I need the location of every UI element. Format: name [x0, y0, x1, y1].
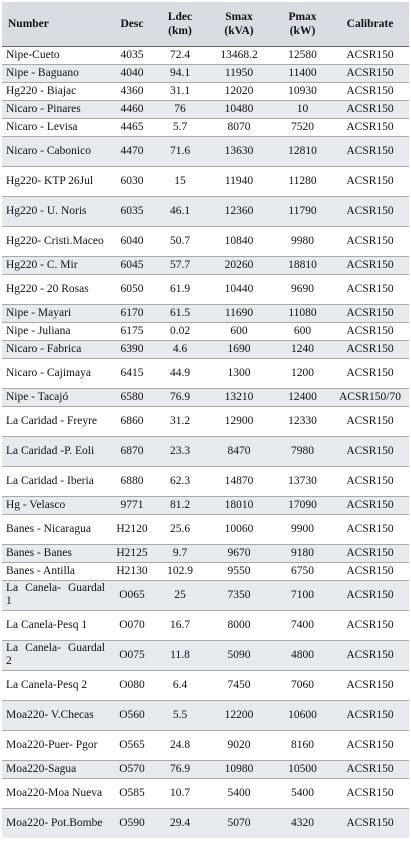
cell-calibrate: ACSR150 [331, 136, 409, 166]
cell-pmax: 11400 [274, 64, 331, 82]
cell-number: Nicaro - Cajimaya [2, 358, 108, 388]
cell-calibrate: ACSR150 [331, 100, 409, 118]
cell-number: Nipe - Mayari [2, 304, 108, 322]
cell-ldec: 72.4 [156, 46, 204, 64]
cell-smax: 7350 [204, 580, 274, 610]
cell-calibrate: ACSR150 [331, 580, 409, 610]
cell-smax: 9020 [204, 730, 274, 760]
header-smax-text: Smax (kVA) [224, 10, 254, 37]
cell-pmax: 17090 [274, 496, 331, 514]
cell-smax: 20260 [204, 256, 274, 274]
header-pmax [274, 2, 331, 46]
cell-smax: 1690 [204, 340, 274, 358]
table-row [2, 778, 409, 808]
table-row [2, 808, 409, 838]
cell-ldec: 25 [156, 580, 204, 610]
cell-calibrate: ACSR150 [331, 64, 409, 82]
table-row [2, 670, 409, 700]
table-row [2, 196, 409, 226]
cell-ldec: 46.1 [156, 196, 204, 226]
cell-desc: 6415 [108, 358, 156, 388]
cell-number: Moa220- Pot.Bombe [2, 808, 108, 838]
cell-smax: 10060 [204, 514, 274, 544]
cell-ldec: 44.9 [156, 358, 204, 388]
cell-pmax: 12330 [274, 406, 331, 436]
cell-smax: 14870 [204, 466, 274, 496]
cell-desc: 6870 [108, 436, 156, 466]
cell-pmax: 7520 [274, 118, 331, 136]
cell-number: Hg220 - Biajac [2, 82, 108, 100]
cell-number: Banes - Antilla [2, 562, 108, 580]
cell-ldec: 57.7 [156, 256, 204, 274]
cell-desc: H2130 [108, 562, 156, 580]
cell-ldec: 5.7 [156, 118, 204, 136]
table-row [2, 700, 409, 730]
table-row [2, 340, 409, 358]
cell-desc: O065 [108, 580, 156, 610]
cell-desc: H2125 [108, 544, 156, 562]
table-row [2, 610, 409, 640]
cell-calibrate: ACSR150 [331, 304, 409, 322]
cell-ldec: 25.6 [156, 514, 204, 544]
cell-number: La Canela-Pesq 1 [2, 610, 108, 640]
table-row [2, 226, 409, 256]
header-desc: Desc [108, 2, 156, 46]
cell-smax: 12900 [204, 406, 274, 436]
cell-pmax: 6750 [274, 562, 331, 580]
table-row [2, 496, 409, 514]
cell-number: La Canela- Guardal 2 [2, 640, 108, 670]
cell-calibrate: ACSR150 [331, 562, 409, 580]
cell-desc: 6030 [108, 166, 156, 196]
table-row [2, 82, 409, 100]
cell-smax: 12200 [204, 700, 274, 730]
cell-ldec: 62.3 [156, 466, 204, 496]
cell-calibrate: ACSR150 [331, 118, 409, 136]
cell-calibrate: ACSR150 [331, 274, 409, 304]
cell-ldec: 76.9 [156, 760, 204, 778]
cell-ldec: 15 [156, 166, 204, 196]
table-row [2, 46, 409, 64]
cell-number: Moa220-Sagua [2, 760, 108, 778]
cell-pmax: 7100 [274, 580, 331, 610]
cell-calibrate: ACSR150 [331, 700, 409, 730]
cell-pmax: 4320 [274, 808, 331, 838]
header-number: Number [2, 2, 108, 46]
header-ldec-text: Ldec (km) [167, 10, 193, 37]
cell-pmax: 600 [274, 322, 331, 340]
cell-number: Nipe - Juliana [2, 322, 108, 340]
cell-pmax: 1200 [274, 358, 331, 388]
cell-calibrate: ACSR150 [331, 466, 409, 496]
feeder-table [2, 2, 409, 838]
cell-number: Nicaro - Cabonico [2, 136, 108, 166]
cell-pmax: 1240 [274, 340, 331, 358]
cell-ldec: 4.6 [156, 340, 204, 358]
cell-number: La Caridad - Freyre [2, 406, 108, 436]
header-smax [204, 2, 274, 46]
cell-calibrate: ACSR150 [331, 322, 409, 340]
table-row [2, 640, 409, 670]
cell-ldec: 10.7 [156, 778, 204, 808]
table-header-row [2, 2, 409, 46]
cell-smax: 13210 [204, 388, 274, 406]
cell-calibrate: ACSR150 [331, 544, 409, 562]
cell-ldec: 31.1 [156, 82, 204, 100]
cell-pmax: 12400 [274, 388, 331, 406]
cell-pmax: 10930 [274, 82, 331, 100]
cell-number: Moa220-Moa Nueva [2, 778, 108, 808]
cell-smax: 10980 [204, 760, 274, 778]
cell-smax: 12020 [204, 82, 274, 100]
cell-calibrate: ACSR150/70 [331, 388, 409, 406]
cell-ldec: 102.9 [156, 562, 204, 580]
cell-desc: 6045 [108, 256, 156, 274]
table-row [2, 562, 409, 580]
cell-pmax: 9900 [274, 514, 331, 544]
cell-smax: 13630 [204, 136, 274, 166]
cell-calibrate: ACSR150 [331, 166, 409, 196]
cell-number: La Caridad -P. Eoli [2, 436, 108, 466]
cell-number: Hg220 - C. Mir [2, 256, 108, 274]
cell-number: Nipe - Baguano [2, 64, 108, 82]
cell-ldec: 5.5 [156, 700, 204, 730]
cell-calibrate: ACSR150 [331, 808, 409, 838]
cell-smax: 7450 [204, 670, 274, 700]
cell-ldec: 0.02 [156, 322, 204, 340]
table-row [2, 760, 409, 778]
cell-desc: O080 [108, 670, 156, 700]
cell-desc: 9771 [108, 496, 156, 514]
cell-number: Hg - Velasco [2, 496, 108, 514]
cell-desc: 6040 [108, 226, 156, 256]
cell-number: Nicaro - Pinares [2, 100, 108, 118]
table-row [2, 256, 409, 274]
cell-pmax: 11080 [274, 304, 331, 322]
cell-desc: O590 [108, 808, 156, 838]
cell-smax: 13468.2 [204, 46, 274, 64]
cell-ldec: 61.9 [156, 274, 204, 304]
cell-calibrate: ACSR150 [331, 640, 409, 670]
cell-ldec: 9.7 [156, 544, 204, 562]
cell-calibrate: ACSR150 [331, 496, 409, 514]
cell-number: Hg220- Cristi.Maceo [2, 226, 108, 256]
cell-ldec: 50.7 [156, 226, 204, 256]
cell-desc: O570 [108, 760, 156, 778]
cell-pmax: 9980 [274, 226, 331, 256]
cell-calibrate: ACSR150 [331, 196, 409, 226]
cell-number: Moa220-Puer- Pgor [2, 730, 108, 760]
cell-number: Moa220- V.Checas [2, 700, 108, 730]
header-pmax-text: Pmax (kW) [288, 10, 317, 37]
cell-desc: 6035 [108, 196, 156, 226]
cell-pmax: 7980 [274, 436, 331, 466]
cell-calibrate: ACSR150 [331, 406, 409, 436]
cell-desc: 4360 [108, 82, 156, 100]
table-row [2, 466, 409, 496]
cell-calibrate: ACSR150 [331, 46, 409, 64]
table-row [2, 544, 409, 562]
table-row [2, 304, 409, 322]
cell-calibrate: ACSR150 [331, 82, 409, 100]
cell-number: La Canela- Guardal 1 [2, 580, 108, 610]
table-row [2, 406, 409, 436]
cell-number: Hg220- KTP 26Jul [2, 166, 108, 196]
cell-pmax: 12580 [274, 46, 331, 64]
cell-number: Banes - Nicaragua [2, 514, 108, 544]
cell-desc: 6390 [108, 340, 156, 358]
cell-ldec: 71.6 [156, 136, 204, 166]
cell-smax: 18010 [204, 496, 274, 514]
cell-smax: 11940 [204, 166, 274, 196]
cell-smax: 1300 [204, 358, 274, 388]
cell-number: Nipe-Cueto [2, 46, 108, 64]
cell-desc: 4470 [108, 136, 156, 166]
cell-smax: 8470 [204, 436, 274, 466]
cell-smax: 5090 [204, 640, 274, 670]
cell-pmax: 9180 [274, 544, 331, 562]
cell-desc: 6860 [108, 406, 156, 436]
cell-desc: O075 [108, 640, 156, 670]
cell-desc: 4460 [108, 100, 156, 118]
cell-smax: 12360 [204, 196, 274, 226]
cell-number: Banes - Banes [2, 544, 108, 562]
cell-pmax: 10500 [274, 760, 331, 778]
table-row [2, 322, 409, 340]
cell-ldec: 11.8 [156, 640, 204, 670]
cell-pmax: 11790 [274, 196, 331, 226]
cell-pmax: 8160 [274, 730, 331, 760]
cell-smax: 5400 [204, 778, 274, 808]
cell-desc: O560 [108, 700, 156, 730]
cell-desc: 4035 [108, 46, 156, 64]
cell-desc: 4040 [108, 64, 156, 82]
cell-smax: 11950 [204, 64, 274, 82]
cell-pmax: 7060 [274, 670, 331, 700]
cell-ldec: 94.1 [156, 64, 204, 82]
cell-desc: 6050 [108, 274, 156, 304]
cell-calibrate: ACSR150 [331, 340, 409, 358]
cell-ldec: 76.9 [156, 388, 204, 406]
cell-pmax: 11280 [274, 166, 331, 196]
cell-smax: 10480 [204, 100, 274, 118]
cell-calibrate: ACSR150 [331, 760, 409, 778]
cell-smax: 9670 [204, 544, 274, 562]
cell-desc: O585 [108, 778, 156, 808]
table-row [2, 166, 409, 196]
cell-ldec: 16.7 [156, 610, 204, 640]
cell-desc: O565 [108, 730, 156, 760]
cell-pmax: 9690 [274, 274, 331, 304]
table-row [2, 118, 409, 136]
table-row [2, 100, 409, 118]
cell-calibrate: ACSR150 [331, 226, 409, 256]
cell-calibrate: ACSR150 [331, 514, 409, 544]
cell-ldec: 76 [156, 100, 204, 118]
cell-ldec: 29.4 [156, 808, 204, 838]
table-row [2, 388, 409, 406]
cell-ldec: 61.5 [156, 304, 204, 322]
cell-calibrate: ACSR150 [331, 730, 409, 760]
cell-calibrate: ACSR150 [331, 610, 409, 640]
table-row [2, 514, 409, 544]
cell-calibrate: ACSR150 [331, 256, 409, 274]
cell-pmax: 10 [274, 100, 331, 118]
cell-number: La Caridad - Iberia [2, 466, 108, 496]
cell-desc: H2120 [108, 514, 156, 544]
header-calibrate: Calibrate [331, 2, 409, 46]
cell-number: Nicaro - Levisa [2, 118, 108, 136]
cell-ldec: 6.4 [156, 670, 204, 700]
cell-calibrate: ACSR150 [331, 358, 409, 388]
cell-calibrate: ACSR150 [331, 778, 409, 808]
cell-desc: 4465 [108, 118, 156, 136]
cell-pmax: 4800 [274, 640, 331, 670]
cell-pmax: 13730 [274, 466, 331, 496]
cell-ldec: 23.3 [156, 436, 204, 466]
header-ldec [156, 2, 204, 46]
cell-number: La Canela-Pesq 2 [2, 670, 108, 700]
cell-smax: 10840 [204, 226, 274, 256]
cell-pmax: 7400 [274, 610, 331, 640]
cell-number: Hg220 - 20 Rosas [2, 274, 108, 304]
cell-calibrate: ACSR150 [331, 670, 409, 700]
cell-desc: O070 [108, 610, 156, 640]
table-row [2, 64, 409, 82]
cell-smax: 8070 [204, 118, 274, 136]
cell-desc: 6580 [108, 388, 156, 406]
table-row [2, 358, 409, 388]
table-row [2, 580, 409, 610]
cell-desc: 6175 [108, 322, 156, 340]
cell-calibrate: ACSR150 [331, 436, 409, 466]
cell-smax: 600 [204, 322, 274, 340]
cell-number: Hg220 - U. Noris [2, 196, 108, 226]
cell-pmax: 5400 [274, 778, 331, 808]
cell-number: Nicaro - Fabrica [2, 340, 108, 358]
table-row [2, 136, 409, 166]
cell-smax: 11690 [204, 304, 274, 322]
cell-desc: 6170 [108, 304, 156, 322]
table-row [2, 730, 409, 760]
cell-smax: 5070 [204, 808, 274, 838]
table-row [2, 274, 409, 304]
cell-smax: 9550 [204, 562, 274, 580]
cell-ldec: 24.8 [156, 730, 204, 760]
cell-pmax: 12810 [274, 136, 331, 166]
table-body [2, 46, 409, 838]
table-row [2, 436, 409, 466]
cell-number: Nipe - Tacajó [2, 388, 108, 406]
cell-smax: 8000 [204, 610, 274, 640]
cell-pmax: 10600 [274, 700, 331, 730]
cell-smax: 10440 [204, 274, 274, 304]
cell-pmax: 18810 [274, 256, 331, 274]
cell-desc: 6880 [108, 466, 156, 496]
cell-ldec: 81.2 [156, 496, 204, 514]
cell-ldec: 31.2 [156, 406, 204, 436]
